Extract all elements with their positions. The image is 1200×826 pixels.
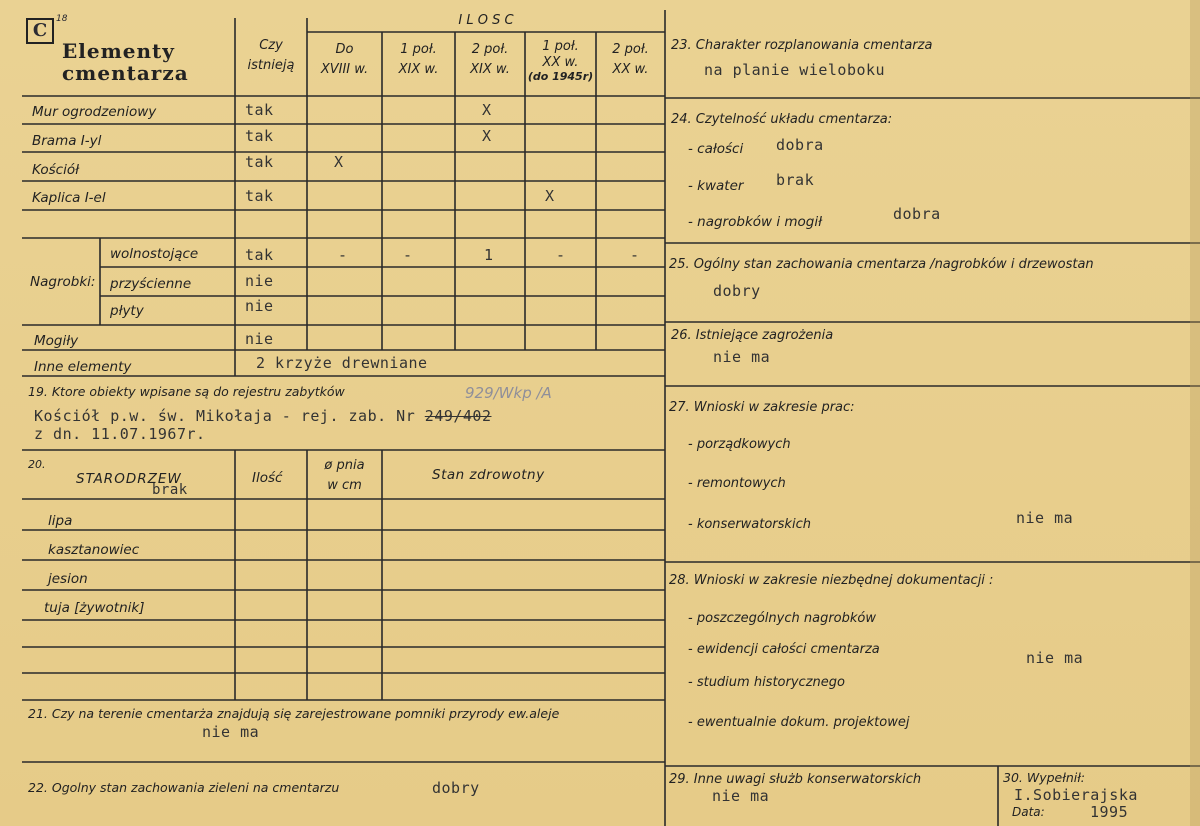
tree-tuja: tuja [żywotnik] bbox=[44, 600, 145, 616]
col-header-czy-l2: istnieją bbox=[247, 58, 295, 73]
row-value-wolnostojace: tak bbox=[245, 246, 274, 264]
row-mark-kosciol: X bbox=[334, 153, 344, 171]
col-header-do-xviii bbox=[307, 42, 382, 78]
col5-l1: 2 poł. bbox=[612, 42, 649, 57]
row-label-mur: Mur ogrodzeniowy bbox=[32, 104, 157, 120]
row-value-mur: tak bbox=[245, 101, 274, 119]
col-header-2pol-xx bbox=[596, 42, 665, 78]
s20-num: 20. bbox=[28, 458, 46, 471]
s28-item-nagrobkow: - poszczególnych nagrobków bbox=[688, 611, 876, 626]
s20-pnia-header bbox=[307, 458, 382, 494]
s26-value: nie ma bbox=[713, 348, 771, 366]
wolnostojace-col2: - bbox=[403, 246, 413, 264]
col-header-1pol-xix bbox=[382, 42, 455, 78]
wolnostojace-col5: - bbox=[630, 246, 640, 264]
s23-value: na planie wieloboku bbox=[704, 61, 886, 79]
row-label-wolnostojace: wolnostojące bbox=[110, 246, 199, 262]
col-header-czy bbox=[235, 38, 307, 74]
s20-starodrzew: STARODRZEW bbox=[76, 471, 182, 487]
s22-value: dobry bbox=[432, 779, 480, 797]
tree-kasztanowiec: kasztanowiec bbox=[48, 542, 140, 558]
s27-label: 27. Wnioski w zakresie prac: bbox=[669, 400, 855, 415]
wolnostojace-col1: - bbox=[338, 246, 348, 264]
s21-value: nie ma bbox=[202, 723, 260, 741]
s28-item-studium: - studium historycznego bbox=[688, 675, 845, 690]
s24-label: 24. Czytelność układu cmentarza: bbox=[671, 112, 893, 127]
row-value-inne: 2 krzyże drewniane bbox=[256, 354, 428, 372]
col4-l3: (do 1945r) bbox=[527, 70, 594, 83]
s28-value: nie ma bbox=[1026, 649, 1084, 667]
row-label-kaplica: Kaplica I-el bbox=[32, 190, 106, 206]
s29-value: nie ma bbox=[712, 787, 770, 805]
row-mark-brama: X bbox=[482, 127, 492, 145]
col-header-czy-l1: Czy bbox=[259, 38, 283, 53]
row-value-brama: tak bbox=[245, 127, 274, 145]
row-label-plyty: płyty bbox=[110, 303, 144, 319]
s20-ilosc-header: Ilość bbox=[252, 470, 283, 486]
col-header-2pol-xix bbox=[455, 42, 525, 78]
row-label-brama: Brama I-yl bbox=[32, 133, 102, 149]
row-mark-mur: X bbox=[482, 101, 492, 119]
s28-label: 28. Wnioski w zakresie niezbędnej dokumentacji : bbox=[669, 573, 994, 588]
s24-item-calosci: - całości bbox=[688, 141, 744, 157]
row-value-mogily: nie bbox=[245, 330, 274, 348]
s27-value: nie ma bbox=[1016, 509, 1074, 527]
col5-l2: XX w. bbox=[612, 62, 649, 77]
s25-value: dobry bbox=[713, 282, 761, 300]
s27-item-konserwatorskich: - konserwatorskich bbox=[688, 517, 811, 532]
s24-item-kwater: - kwater bbox=[688, 178, 744, 194]
s20-pnia-l2: w cm bbox=[327, 478, 362, 493]
col3-l2: XIX w. bbox=[470, 62, 510, 77]
s19-line1-struck: 249/402 bbox=[424, 407, 492, 425]
col2-l1: 1 poł. bbox=[400, 42, 437, 57]
s28-item-projektowej: - ewentualnie dokum. projektowej bbox=[688, 715, 910, 730]
s24-item-nagrobkow: - nagrobków i mogił bbox=[688, 214, 822, 230]
wolnostojace-col4: - bbox=[556, 246, 566, 264]
s24-value-nagrobkow: dobra bbox=[893, 205, 941, 223]
s30-label: 30. Wypełnił: bbox=[1003, 770, 1086, 785]
row-mark-kaplica: X bbox=[545, 187, 555, 205]
row-label-przyscienne: przyścienne bbox=[110, 276, 192, 292]
title-line1: Elementy bbox=[62, 39, 175, 63]
row-label-kosciol: Kościół bbox=[32, 162, 79, 178]
row-label-inne: Inne elementy bbox=[34, 359, 132, 375]
s19-line1 bbox=[34, 407, 491, 425]
col2-l2: XIX w. bbox=[398, 62, 439, 77]
s21-label: 21. Czy na terenie cmentarża znajdują się zarejestrowane pomniki przyrody ew.aleje bbox=[28, 706, 560, 721]
s24-value-calosci: dobra bbox=[776, 136, 824, 154]
col4-l1: 1 poł. bbox=[542, 39, 579, 54]
s19-label: 19. Ktore obiekty wpisane są do rejestru zabytków bbox=[28, 384, 345, 399]
s30-date: 1995 bbox=[1090, 803, 1129, 821]
s27-item-porzadkowych: - porządkowych bbox=[688, 437, 791, 452]
row-value-kaplica: tak bbox=[245, 187, 274, 205]
s29-label: 29. Inne uwagi służb konserwatorskich bbox=[669, 772, 922, 787]
small-number: 18 bbox=[56, 14, 68, 24]
s28-item-ewidencji: - ewidencji całości cmentarza bbox=[688, 642, 880, 657]
s19-line1-prefix: Kościół p.w. św. Mikołaja - rej. zab. Nr bbox=[34, 407, 425, 425]
s20-stan-header: Stan zdrowotny bbox=[432, 467, 545, 483]
tree-lipa: lipa bbox=[48, 513, 73, 529]
s20-brak: brak bbox=[152, 482, 188, 498]
col1-l1: Do bbox=[335, 42, 354, 57]
col3-l1: 2 poł. bbox=[471, 42, 509, 57]
s30-data-label: Data: bbox=[1012, 805, 1045, 819]
section-letter-box: C bbox=[26, 18, 54, 44]
col4-l2: XX w. bbox=[542, 55, 579, 70]
s23-label: 23. Charakter rozplanowania cmentarza bbox=[671, 38, 933, 53]
s19-line2: z dn. 11.07.1967r. bbox=[34, 425, 206, 443]
tree-jesion: jesion bbox=[48, 571, 88, 587]
row-label-mogily: Mogiły bbox=[34, 333, 79, 349]
row-value-przyscienne: nie bbox=[245, 272, 274, 290]
col-header-1pol-xx bbox=[525, 40, 596, 84]
nagrobki-label: Nagrobki: bbox=[30, 274, 96, 290]
s24-value-kwater: brak bbox=[776, 171, 815, 189]
row-value-plyty: nie bbox=[245, 297, 274, 315]
s27-item-remontowych: - remontowych bbox=[688, 476, 786, 491]
col1-l2: XVIII w. bbox=[320, 62, 369, 77]
s26-label: 26. Istniejące zagrożenia bbox=[671, 328, 834, 343]
s25-label: 25. Ogólny stan zachowania cmentarza /nagrobków i drzewostan bbox=[669, 257, 1094, 272]
s22-label: 22. Ogolny stan zachowania zieleni na cmentarzu bbox=[28, 780, 340, 795]
wolnostojace-col3: 1 bbox=[484, 246, 494, 264]
col-header-ilosc: I L O S C bbox=[458, 13, 514, 28]
s20-pnia-l1: ø pnia bbox=[324, 458, 365, 473]
title-line2: cmentarza bbox=[62, 61, 189, 85]
s19-pencil-note: 929/Wkp /A bbox=[465, 384, 552, 402]
row-value-kosciol: tak bbox=[245, 153, 274, 171]
s30-name: I.Sobierajska bbox=[1014, 786, 1138, 804]
